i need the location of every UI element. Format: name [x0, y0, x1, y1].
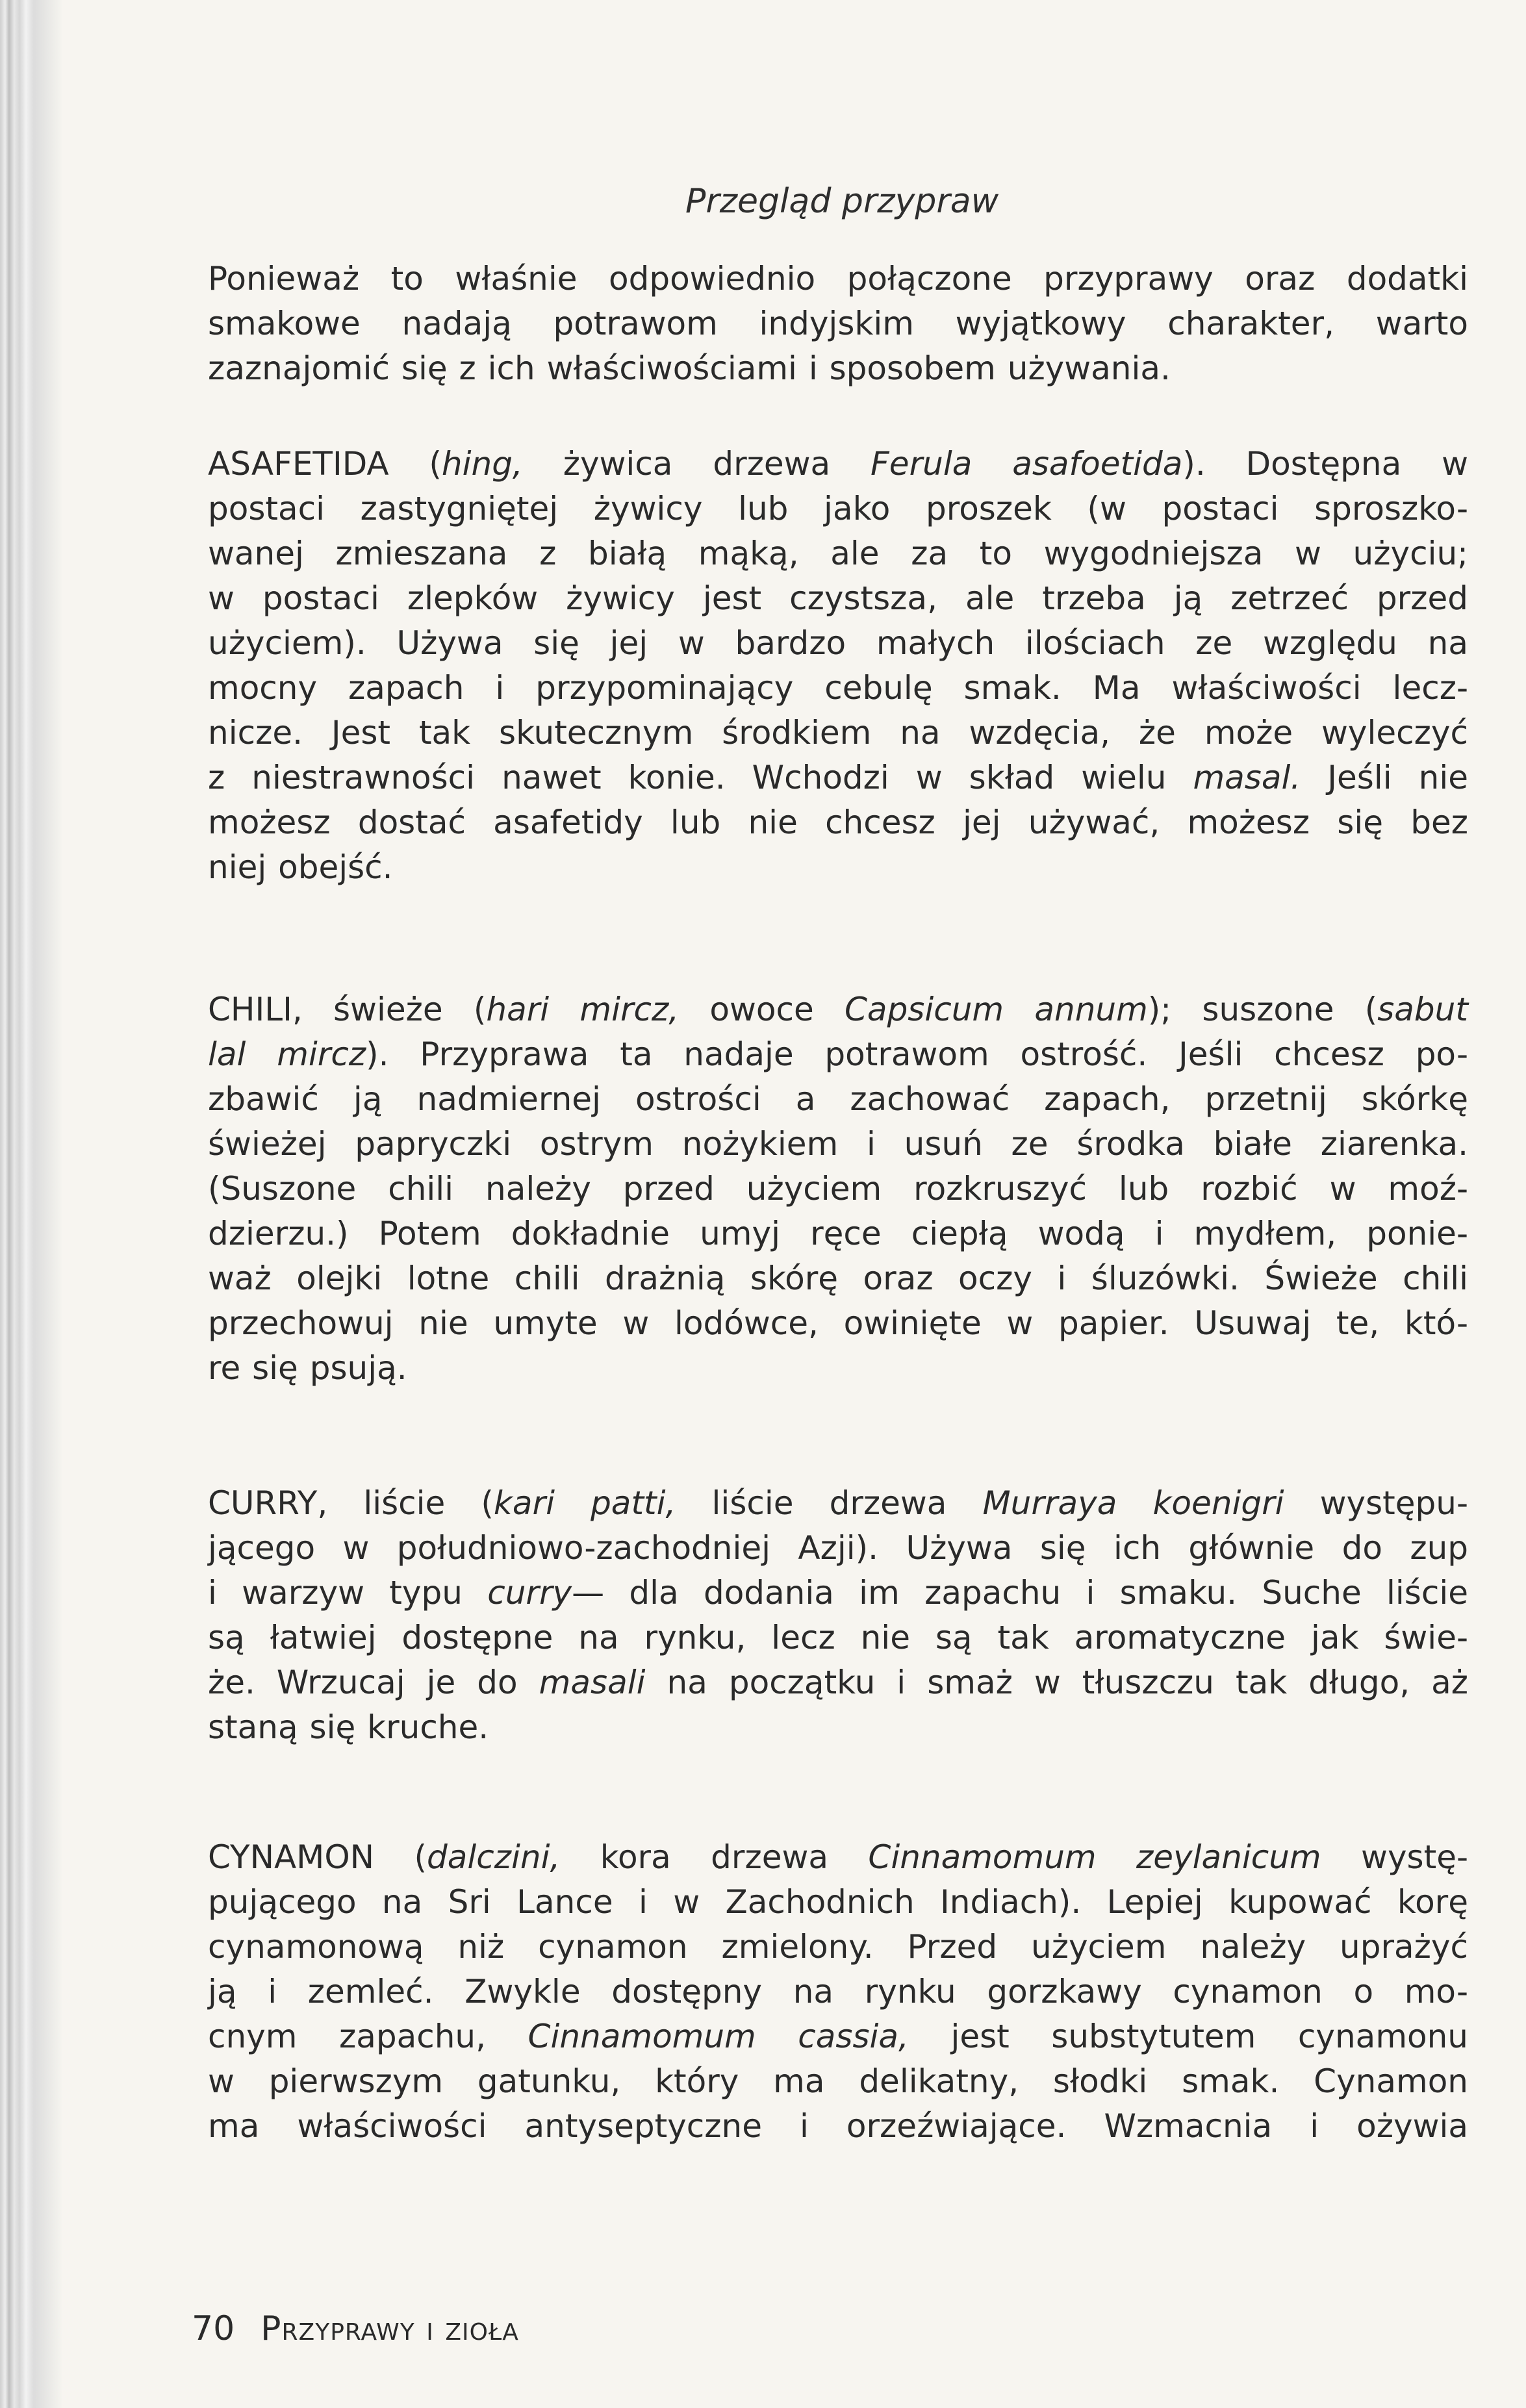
asafetida-text: z niestrawności nawet konie. Wchodzi w skład wielu [208, 759, 1167, 796]
curry-masali-term: masali [539, 1664, 646, 1701]
asafetida-line-7: nicze. Jest tak skutecznym środkiem na wzdęcia, że może wyleczyć [208, 714, 1468, 752]
curry-text: — dla dodania im zapachu i smaku. Suche liście [572, 1574, 1468, 1612]
chili-line-7: waż olejki lotne chili drażnią skórę oraz oczy i śluzówki. Świeże chili [208, 1260, 1468, 1297]
asafetida-hindi-name: hing, [441, 445, 523, 483]
asafetida-text: żywica drzewa [522, 445, 871, 483]
asafetida-line-4: w postaci zlepków żywicy jest czystsza, ale trzeba ją zetrzeć przed [208, 579, 1468, 617]
asafetida-line-9: możesz dostać asafetidy lub nie chcesz jej używać, możesz się bez [208, 804, 1468, 841]
asafetida-line-1 [208, 442, 1468, 487]
asafetida-line-6: mocny zapach i przypominający cebulę smak. Ma właściwości lecz- [208, 669, 1468, 707]
curry-line-3 [208, 1571, 1468, 1616]
cynamon-text: jest substytutem cynamonu [908, 2018, 1468, 2055]
asafetida-line-2: postaci zastygniętej żywicy lub jako proszek (w postaci sproszko- [208, 490, 1468, 527]
entry-asafetida [208, 442, 1468, 890]
curry-text: i warzyw typu [208, 1574, 488, 1612]
page-footer [192, 2306, 519, 2351]
intro-line-3: zaznajomić się z ich właściwościami i sposobem używania. [208, 349, 1171, 387]
curry-text: na początku i smaż w tłuszczu tak długo, aż [645, 1664, 1468, 1701]
cynamon-line-5 [208, 2014, 1468, 2059]
chili-hindi-name: hari mircz, [486, 991, 680, 1028]
chili-term: CHILI, świeże ( [208, 991, 487, 1028]
chili-line-6: dzierzu.) Potem dokładnie umyj ręce ciepłą wodą i mydłem, ponie- [208, 1215, 1468, 1252]
asafetida-line-5: użyciem). Używa się jej w bardzo małych ilościach ze względu na [208, 624, 1468, 662]
curry-line-2: jącego w południowo-zachodniej Azji). Używa się ich głównie do zup [208, 1529, 1468, 1567]
entry-chili [208, 987, 1468, 1391]
curry-line-1 [208, 1481, 1468, 1526]
asafetida-latin-name: Ferula asafoetida [871, 445, 1183, 483]
asafetida-line-10: niej obejść. [208, 848, 393, 886]
curry-text: że. Wrzucaj je do [208, 1664, 539, 1701]
cynamon-line-2: pującego na Sri Lance i w Zachodnich Indiach). Lepiej kupować korę [208, 1883, 1468, 1921]
cynamon-latin-name: Cinnamomum zeylanicum [868, 1838, 1321, 1876]
cynamon-text: wystę- [1321, 1838, 1468, 1876]
chili-line-2 [208, 1032, 1468, 1077]
cynamon-line-3: cynamonową niż cynamon zmielony. Przed użyciem należy uprażyć [208, 1928, 1468, 1966]
asafetida-line-8 [208, 755, 1468, 800]
cynamon-text: cnym zapachu, [208, 2018, 528, 2055]
curry-latin-name: Murraya koenigri [982, 1484, 1284, 1522]
chili-text: ); suszone ( [1147, 991, 1378, 1028]
book-spine-shadow [0, 0, 62, 2408]
entry-curry [208, 1481, 1468, 1750]
chili-line-3: zbawić ją nadmiernej ostrości a zachować zapach, przetnij skórkę [208, 1080, 1468, 1118]
intro-line-2: smakowe nadają potrawom indyjskim wyjątkowy charakter, warto [208, 305, 1468, 342]
asafetida-masal-term: masal. [1193, 759, 1301, 796]
curry-text: liście drzewa [676, 1484, 983, 1522]
asafetida-text: Jeśli nie [1301, 759, 1468, 796]
chili-line-5: (Suszone chili należy przed użyciem rozkruszyć lub rozbić w moź- [208, 1170, 1468, 1208]
chili-dried-name-cont: lal mircz [208, 1035, 366, 1073]
chili-line-9: re się psują. [208, 1349, 407, 1387]
intro-paragraph [208, 257, 1468, 391]
intro-line-1: Ponieważ to właśnie odpowiednio połączone przyprawy oraz dodatki [208, 260, 1468, 298]
asafetida-term: ASAFETIDA ( [208, 445, 442, 483]
cynamon-text: kora drzewa [560, 1838, 869, 1876]
cynamon-term: CYNAMON ( [208, 1838, 427, 1876]
curry-line-6: staną się kruche. [208, 1708, 489, 1746]
running-title: Przyprawy i zioła [261, 2309, 519, 2348]
asafetida-text: ). Dostępna w [1182, 445, 1469, 483]
curry-line-5 [208, 1660, 1468, 1705]
cynamon-line-4: ją i zemleć. Zwykle dostępny na rynku gorzkawy cynamon o mo- [208, 1973, 1468, 2010]
chili-line-4: świeżej papryczki ostrym nożykiem i usuń ze środka białe ziarenka. [208, 1125, 1468, 1163]
cynamon-line-6: w pierwszym gatunku, który ma delikatny, słodki smak. Cynamon [208, 2062, 1468, 2100]
chili-dried-name: sabut [1377, 991, 1468, 1028]
page-title: Przegląd przypraw [685, 182, 999, 221]
curry-text: występu- [1284, 1484, 1469, 1522]
curry-hindi-name: kari patti, [493, 1484, 676, 1522]
cynamon-line-7: ma właściwości antyseptyczne i orzeźwiające. Wzmacnia i ożywia [208, 2107, 1468, 2145]
cynamon-hindi-name: dalczini, [427, 1838, 561, 1876]
entry-cynamon [208, 1835, 1468, 2149]
chili-latin-name: Capsicum annum [845, 991, 1148, 1028]
curry-term: CURRY, liście ( [208, 1484, 494, 1522]
chili-text: owoce [679, 991, 845, 1028]
chili-text: ). Przyprawa ta nadaje potrawom ostrość. Jeśli chcesz po- [366, 1035, 1468, 1073]
cynamon-line-1 [208, 1835, 1468, 1880]
chili-line-1 [208, 987, 1468, 1032]
cynamon-cassia-name: Cinnamomum cassia, [528, 2018, 909, 2055]
curry-line-4: są łatwiej dostępne na rynku, lecz nie są tak aromatyczne jak świe- [208, 1619, 1468, 1656]
asafetida-line-3: wanej zmieszana z białą mąką, ale za to wygodniejsza w użyciu; [208, 535, 1468, 572]
page-number: 70 [192, 2309, 235, 2348]
curry-dish-term: curry [487, 1574, 572, 1612]
chili-line-8: przechowuj nie umyte w lodówce, owinięte w papier. Usuwaj te, któ- [208, 1304, 1468, 1342]
